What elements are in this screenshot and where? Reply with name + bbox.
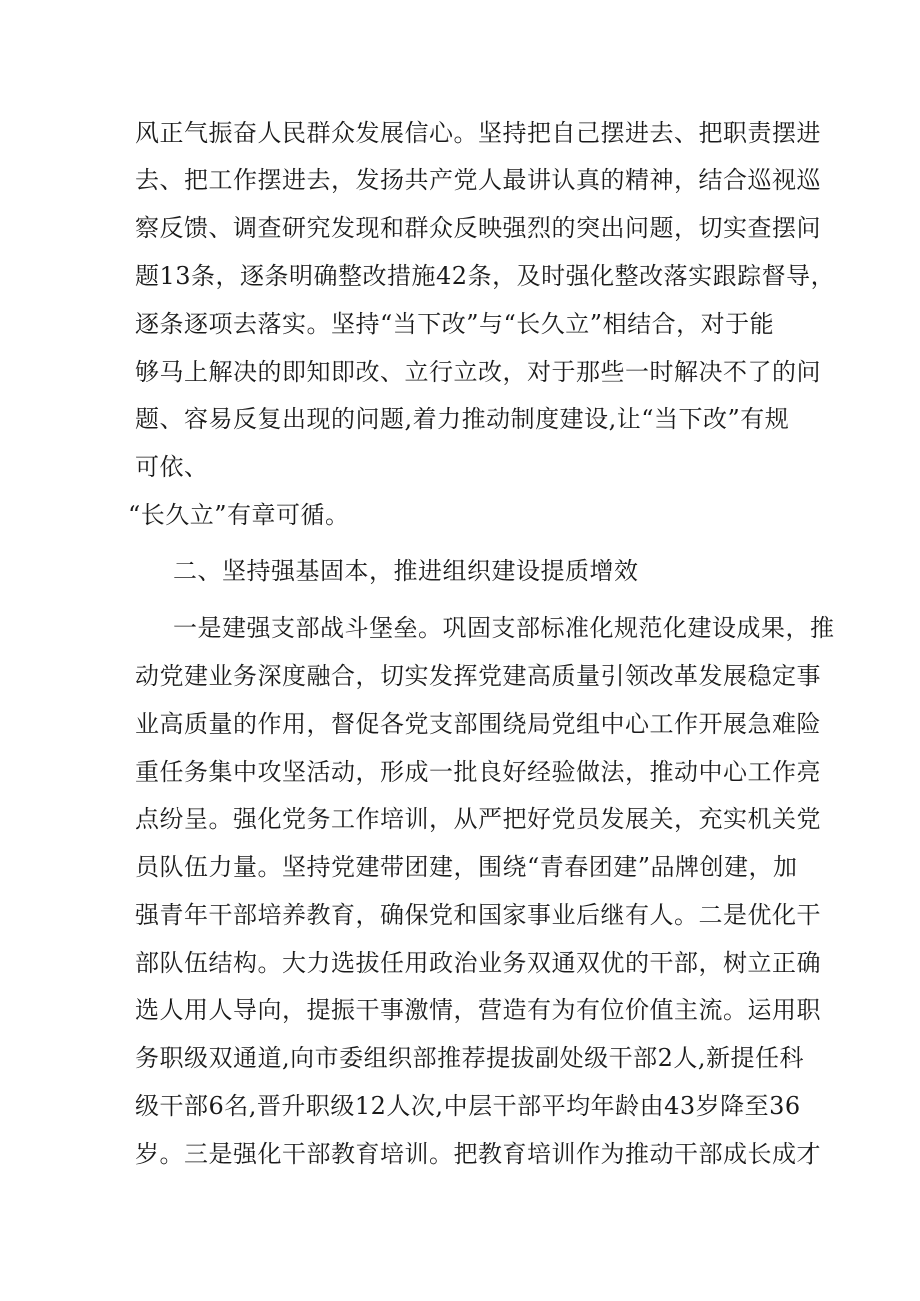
- body-text-line: 题13条，逐条明确整改措施42条，及时强化整改落实跟踪督导，: [135, 262, 836, 290]
- body-text-line: 题、容易反复出现的问题,着力推动制度建设,让“当下改”有规: [135, 405, 790, 433]
- body-text-line: 强青年干部培养教育，确保党和国家事业后继有人。二是优化干: [135, 901, 821, 929]
- body-text-line: 察反馈、调查研究发现和群众反映强烈的突出问题，切实查摆问: [135, 214, 821, 242]
- body-text-line: 选人用人导向，提振干事激情，营造有为有位价值主流。运用职: [135, 996, 821, 1024]
- body-text-line: 风正气振奋人民群众发展信心。坚持把自己摆进去、把职责摆进: [135, 119, 821, 147]
- body-text-line: “长久立”有章可循。: [128, 501, 350, 529]
- body-text-line: 业高质量的作用，督促各党支部围绕局党组中心工作开展急难险: [135, 710, 821, 738]
- body-text-line: 员队伍力量。坚持党建带团建，围绕“青春团建”品牌创建，加: [135, 853, 798, 881]
- body-text-line: 够马上解决的即知即改、立行立改，对于那些一时解决不了的问: [135, 358, 821, 386]
- body-text-line: 务职级双通道,向市委组织部推荐提拔副处级干部2人,新提任科: [135, 1044, 805, 1072]
- body-text-line: 一是建强支部战斗堡垒。巩固支部标准化规范化建设成果，推: [173, 614, 835, 642]
- body-text-line: 可依、: [135, 453, 209, 481]
- body-text-line: 部队伍结构。大力选拔任用政治业务双通双优的干部，树立正确: [135, 949, 821, 977]
- body-text-line: 逐条逐项去落实。坚持“当下改”与“长久立”相结合，对于能: [135, 310, 775, 338]
- body-text-line: 重任务集中攻坚活动，形成一批良好经验做法，推动中心工作亮: [135, 758, 821, 786]
- body-text-line: 动党建业务深度融合，切实发挥党建高质量引领改革发展稳定事: [135, 662, 821, 690]
- body-text-line: 岁。三是强化干部教育培训。把教育培训作为推动干部成长成才: [135, 1140, 821, 1168]
- section-heading: 二、坚持强基固本，推进组织建设提质增效: [173, 557, 639, 585]
- body-text-line: 级干部6名,晋升职级12人次,中层干部平均年龄由43岁降至36: [135, 1092, 801, 1120]
- body-text-line: 点纷呈。强化党务工作培训，从严把好党员发展关，充实机关党: [135, 805, 821, 833]
- body-text-line: 去、把工作摆进去，发扬共产党人最讲认真的精神，结合巡视巡: [135, 166, 821, 194]
